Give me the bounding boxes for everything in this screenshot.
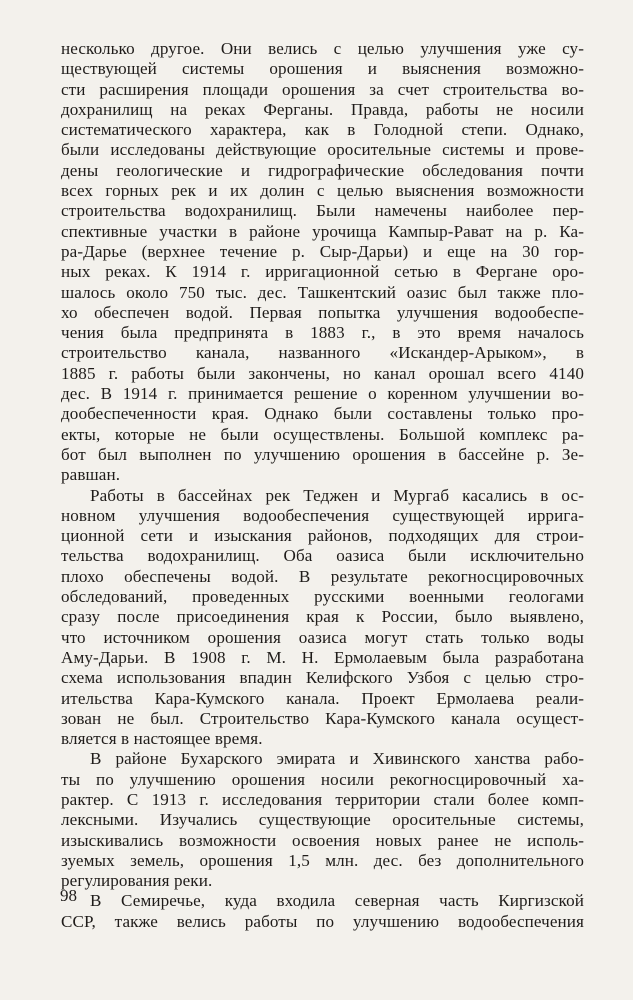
text-line: ционной сети и изыскания районов, подходящих для строи- (61, 526, 584, 546)
text-line: новном улучшения водообеспечения существующей ирригa- (61, 505, 584, 525)
text-line: всех горных рек и их долин с целью выяснения возможности (61, 181, 584, 201)
text-line: схема использования впадин Келифского Узбоя с целью стро- (61, 668, 584, 688)
text-line: В Семиречье, куда входила северная часть Киргизской (90, 891, 584, 911)
text-line: дены геологические и гидрографические обследования почти (61, 160, 584, 180)
body-text (61, 39, 584, 932)
text-line: дообеспеченности края. Однако были составлены только про- (61, 404, 584, 424)
text-line: вляется в настоящее время. (61, 729, 263, 749)
text-line: ных реках. К 1914 г. ирригационной сетью в Фергане оро- (61, 262, 584, 282)
text-line: были исследованы действующие оросительные системы и прове- (61, 140, 584, 160)
text-line: чения была предпринята в 1883 г., в это время началось (61, 323, 584, 343)
text-line: лексными. Изучались существующие оросительные системы, (61, 810, 584, 830)
text-line: В районе Бухарского эмирата и Хивинского ханства рабо- (90, 749, 584, 769)
text-line: ССР, также велись работы по улучшению водообеспечения (61, 911, 584, 931)
text-line: дохранилищ на реках Ферганы. Правда, работы не носили (61, 99, 584, 119)
text-line: бот был выполнен по улучшению орошения в бассейне р. Зе- (61, 444, 584, 464)
text-line: что источником орошения оазиса могут стать только воды (61, 627, 584, 647)
text-line: систематического характера, как в Голодной степи. Однако, (61, 120, 584, 140)
text-line: ра-Дарье (верхнее течение р. Сыр-Дарьи) и еще на 30 гор- (61, 241, 584, 261)
text-line: равшан. (61, 465, 121, 485)
text-line: обследований, проведенных русскими военными геологами (61, 587, 584, 607)
text-line: екты, которые не были осуществлены. Большой комплекс ра- (61, 424, 584, 444)
text-line: Работы в бассейнах рек Теджен и Мургаб касались в ос- (90, 485, 584, 505)
text-line: Аму-Дарьи. В 1908 г. М. Н. Ермолаевым была разработана (61, 647, 584, 667)
text-line: тельства водохранилищ. Оба оазиса были исключительно (61, 546, 584, 566)
text-line: зуемых земель, орошения 1,5 млн. дес. без дополнительного (61, 850, 584, 870)
text-line: регулирования реки. (61, 871, 213, 891)
text-line: строительство канала, названного «Искандер-Арыком», в (61, 343, 584, 363)
text-line: изыскивались возможности освоения новых ранее не исполь- (61, 830, 584, 850)
text-line: зован не был. Строительство Кара-Кумского канала осущест- (61, 708, 584, 728)
text-line: ительства Кара-Кумского канала. Проект Ермолаева реали- (61, 688, 584, 708)
text-line: плохо обеспечены водой. В результате рекогносцировочных (61, 566, 584, 586)
text-line: дес. В 1914 г. принимается решение о коренном улучшении во- (61, 384, 584, 404)
text-line: хо обеспечен водой. Первая попытка улучшения водообеспе- (61, 302, 584, 322)
text-line: сти расширения площади орошения за счет строительства во- (61, 79, 584, 99)
text-line: строительства водохранилищ. Были намечены наиболее пер- (61, 201, 584, 221)
text-line: сразу после присоединения края к России, было выявлено, (61, 607, 584, 627)
text-line: 1885 г. работы были закончены, но канал орошал всего 4140 (61, 363, 584, 383)
text-line: шалось около 750 тыс. дес. Ташкентский оазис был также пло- (61, 282, 584, 302)
text-line: несколько другое. Они велись с целью улучшения уже су- (61, 39, 584, 58)
text-line: спективные участки в районе урочища Кампыр-Рават на р. Ка- (61, 221, 584, 241)
page-number: 98 (60, 886, 77, 905)
text-line: ты по улучшению орошения носили рекогносцировочный ха- (61, 769, 584, 789)
text-line: ществующей системы орошения и выяснения возможно- (61, 59, 584, 79)
text-line: рактер. С 1913 г. исследования территории стали более комп- (61, 789, 584, 809)
